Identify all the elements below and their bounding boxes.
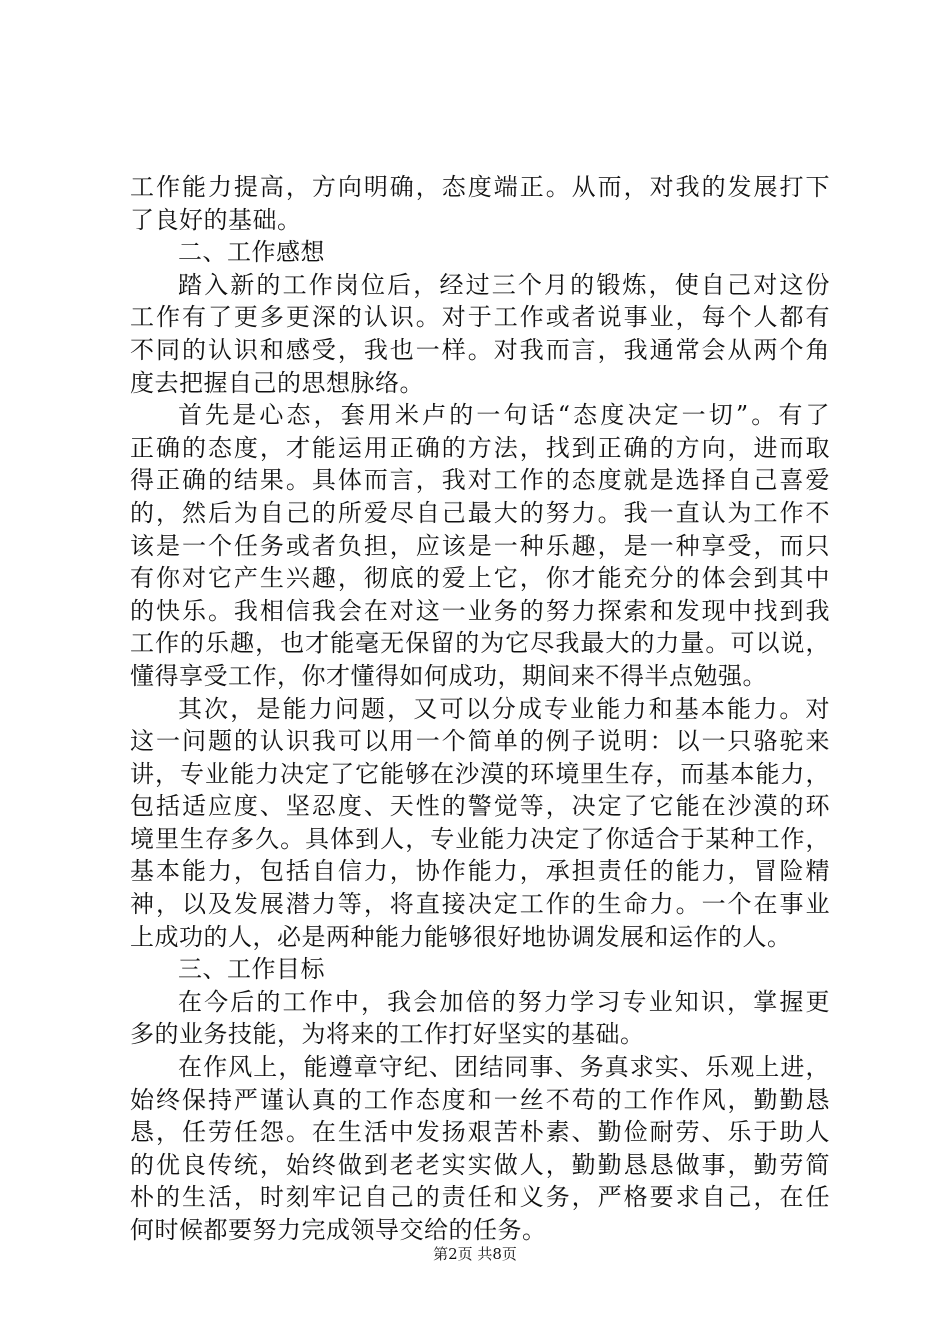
text-line: 包括适应度、坚忍度、天性的警觉等，决定了它能在沙漠的环 xyxy=(130,792,830,821)
text-line: 工作能力提高，方向明确，态度端正。从而，对我的发展打下 xyxy=(130,173,830,201)
text-line: 了良好的基础。 xyxy=(130,205,302,234)
text-line: 工作的乐趣，也才能毫无保留的为它尽我最大的力量。可以说， xyxy=(130,629,830,658)
text-line: 的，然后为自己的所爱尽自己最大的努力。我一直认为工作不 xyxy=(130,498,830,527)
text-line: 始终保持严谨认真的工作态度和一丝不苟的工作作风，勤勤恳 xyxy=(130,1085,830,1114)
text-line: 多的业务技能，为将来的工作打好坚实的基础。 xyxy=(130,1020,645,1049)
text-line: 这一问题的认识我可以用一个简单的例子说明：以一只骆驼来 xyxy=(130,727,830,756)
text-line: 境里生存多久。具体到人，专业能力决定了你适合于某种工作， xyxy=(130,824,830,853)
text-line: 正确的态度，才能运用正确的方法，找到正确的方向，进而取 xyxy=(130,433,830,462)
page-footer: 第2页 共8页 xyxy=(433,1245,517,1263)
text-line: 在作风上，能遵章守纪、团结同事、务真求实、乐观上进， xyxy=(178,1053,830,1082)
text-line: 在今后的工作中，我会加倍的努力学习专业知识，掌握更 xyxy=(178,987,830,1016)
document-body xyxy=(130,171,830,1247)
text-line: 恳，任劳任怨。在生活中发扬艰苦朴素、勤俭耐劳、乐于助人 xyxy=(130,1118,830,1147)
text-line: 二、工作感想 xyxy=(178,238,325,267)
text-line: 基本能力，包括自信力，协作能力，承担责任的能力，冒险精 xyxy=(130,857,830,886)
text-line: 的快乐。我相信我会在对这一业务的努力探索和发现中找到我 xyxy=(130,596,830,625)
text-line: 懂得享受工作，你才懂得如何成功，期间来不得半点勉强。 xyxy=(130,661,767,690)
text-line: 上成功的人，必是两种能力能够很好地协调发展和运作的人。 xyxy=(130,922,792,951)
text-line: 工作有了更多更深的认识。对于工作或者说事业，每个人都有 xyxy=(130,303,830,332)
text-line: 该是一个任务或者负担，应该是一种乐趣，是一种享受，而只 xyxy=(130,531,830,560)
text-line: 神，以及发展潜力等，将直接决定工作的生命力。一个在事业 xyxy=(130,890,830,919)
text-line: 首先是心态，套用米卢的一句话“态度决定一切”。有了 xyxy=(178,401,830,430)
text-line: 度去把握自己的思想脉络。 xyxy=(130,368,424,397)
text-line: 其次，是能力问题，又可以分成专业能力和基本能力。对 xyxy=(178,694,830,723)
text-line: 何时候都要努力完成领导交给的任务。 xyxy=(130,1216,547,1244)
text-line: 朴的生活，时刻牢记自己的责任和义务，严格要求自己，在任 xyxy=(130,1183,830,1212)
text-line: 踏入新的工作岗位后，经过三个月的锻炼，使自己对这份 xyxy=(178,270,830,299)
text-line: 的优良传统，始终做到老老实实做人，勤勤恳恳做事，勤劳简 xyxy=(130,1150,830,1179)
text-line: 三、工作目标 xyxy=(178,955,325,984)
text-line: 得正确的结果。具体而言，我对工作的态度就是选择自己喜爱 xyxy=(130,466,830,495)
text-line: 不同的认识和感受，我也一样。对我而言，我通常会从两个角 xyxy=(130,335,830,364)
text-line: 讲，专业能力决定了它能够在沙漠的环境里生存，而基本能力， xyxy=(130,759,830,788)
text-line: 有你对它产生兴趣，彻底的爱上它，你才能充分的体会到其中 xyxy=(130,564,830,593)
